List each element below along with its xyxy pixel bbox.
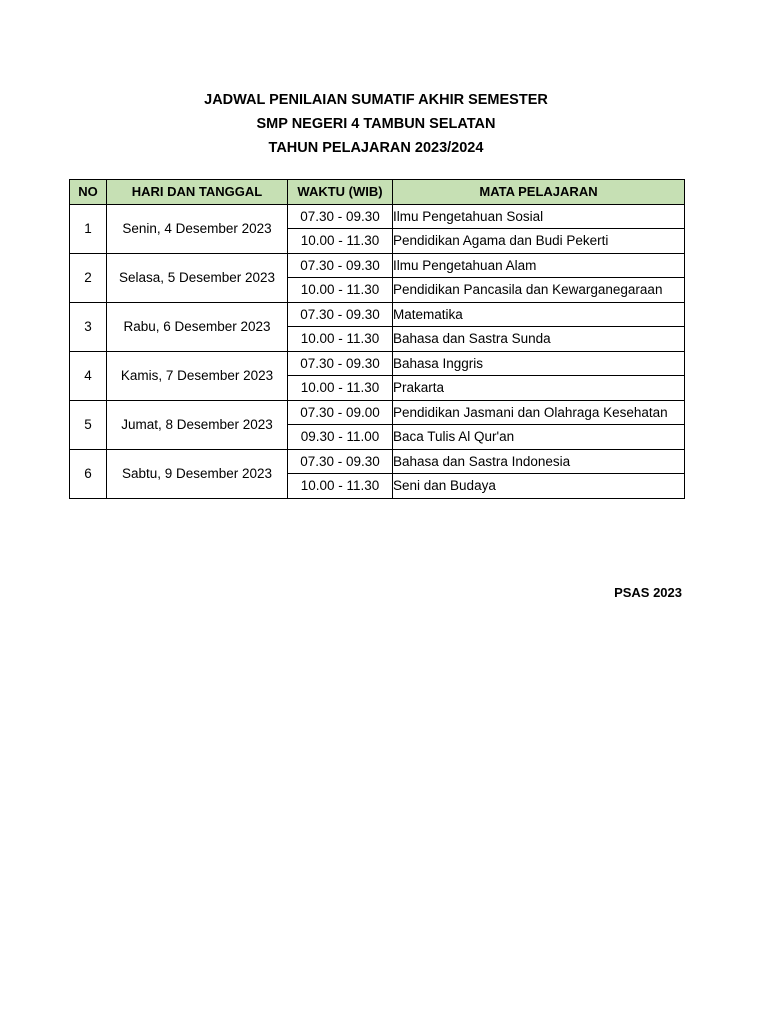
session-subject: Prakarta <box>393 376 685 401</box>
session-time: 10.00 - 11.30 <box>288 278 393 303</box>
table-row <box>70 400 685 425</box>
table-row <box>70 351 685 376</box>
session-time: 09.30 - 11.00 <box>288 425 393 450</box>
session-time: 07.30 - 09.30 <box>288 449 393 474</box>
day-date: Senin, 4 Desember 2023 <box>107 204 288 253</box>
schedule-table <box>69 179 685 499</box>
session-time: 10.00 - 11.30 <box>288 376 393 401</box>
session-time: 07.30 - 09.30 <box>288 204 393 229</box>
column-header-time: WAKTU (WIB) <box>288 180 393 205</box>
day-number: 3 <box>70 302 107 351</box>
day-date: Sabtu, 9 Desember 2023 <box>107 449 288 498</box>
session-time: 07.30 - 09.30 <box>288 253 393 278</box>
table-row <box>70 449 685 474</box>
day-date: Rabu, 6 Desember 2023 <box>107 302 288 351</box>
session-time: 10.00 - 11.30 <box>288 474 393 499</box>
footer-label: PSAS 2023 <box>614 585 682 600</box>
title-line-1: JADWAL PENILAIAN SUMATIF AKHIR SEMESTER <box>204 92 548 108</box>
session-subject: Baca Tulis Al Qur'an <box>393 425 685 450</box>
session-subject: Bahasa dan Sastra Indonesia <box>393 449 685 474</box>
table-row <box>70 302 685 327</box>
session-subject: Pendidikan Jasmani dan Olahraga Kesehatan <box>393 400 685 425</box>
session-subject: Seni dan Budaya <box>393 474 685 499</box>
title-line-2: SMP NEGERI 4 TAMBUN SELATAN <box>256 116 496 132</box>
column-header-date: HARI DAN TANGGAL <box>107 180 288 205</box>
session-subject: Pendidikan Pancasila dan Kewarganegaraan <box>393 278 685 303</box>
session-time: 07.30 - 09.00 <box>288 400 393 425</box>
document-title <box>0 88 752 160</box>
table-header-row <box>70 180 685 205</box>
session-subject: Bahasa dan Sastra Sunda <box>393 327 685 352</box>
column-header-no: NO <box>70 180 107 205</box>
session-time: 07.30 - 09.30 <box>288 302 393 327</box>
table-row <box>70 204 685 229</box>
day-number: 2 <box>70 253 107 302</box>
day-number: 4 <box>70 351 107 400</box>
title-line-3: TAHUN PELAJARAN 2023/2024 <box>268 140 484 156</box>
table-row <box>70 253 685 278</box>
session-subject: Ilmu Pengetahuan Sosial <box>393 204 685 229</box>
day-number: 5 <box>70 400 107 449</box>
session-subject: Matematika <box>393 302 685 327</box>
day-number: 6 <box>70 449 107 498</box>
column-header-subject: MATA PELAJARAN <box>393 180 685 205</box>
session-time: 07.30 - 09.30 <box>288 351 393 376</box>
session-time: 10.00 - 11.30 <box>288 327 393 352</box>
day-date: Jumat, 8 Desember 2023 <box>107 400 288 449</box>
day-date: Kamis, 7 Desember 2023 <box>107 351 288 400</box>
session-subject: Ilmu Pengetahuan Alam <box>393 253 685 278</box>
day-number: 1 <box>70 204 107 253</box>
session-time: 10.00 - 11.30 <box>288 229 393 254</box>
session-subject: Bahasa Inggris <box>393 351 685 376</box>
session-subject: Pendidikan Agama dan Budi Pekerti <box>393 229 685 254</box>
day-date: Selasa, 5 Desember 2023 <box>107 253 288 302</box>
